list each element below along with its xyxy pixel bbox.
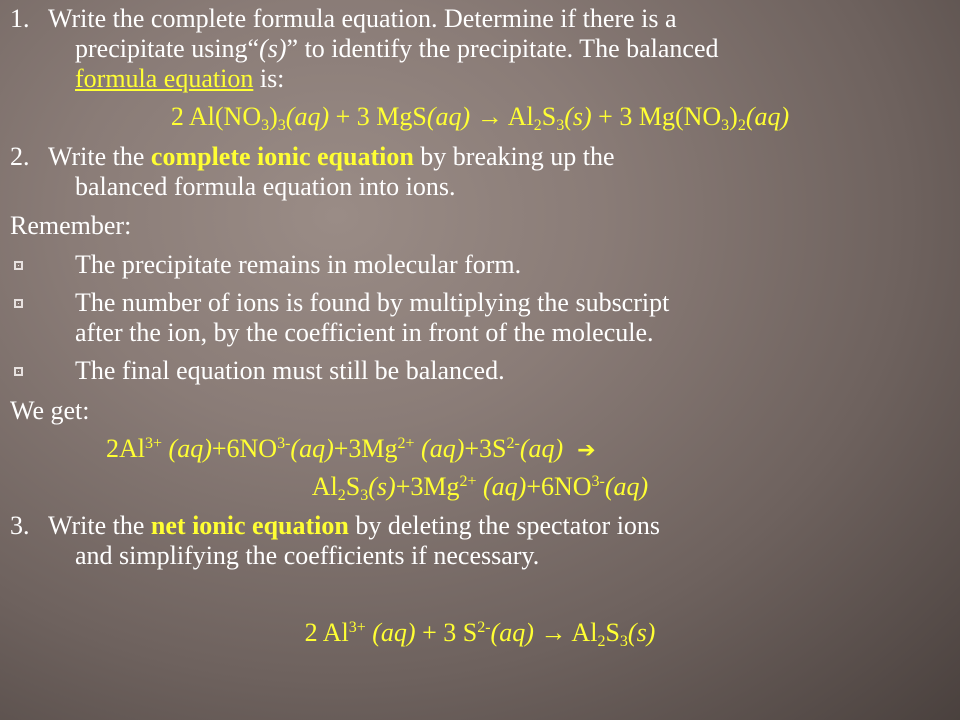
precipitate-symbol: (s) bbox=[259, 34, 287, 63]
arrow-icon: ➔ bbox=[577, 438, 596, 463]
step2-line2: balanced formula equation into ions. bbox=[75, 172, 456, 201]
balanced-formula-equation: 2 $Al(NO_3)_3(aq) + 3$ $MgS(aq) \to Al_2S_3(s) + 3$ $Mg(NO_3)_2(aq)$ bbox=[170, 102, 790, 134]
step1-text: Write the complete formula equation. Determine if there is a bbox=[48, 4, 677, 33]
we-get-label: We get: bbox=[10, 396, 90, 425]
step1-number: 1. bbox=[10, 4, 30, 33]
step1-text-2c: ” to identify the precipitate. The balanced bbox=[286, 34, 719, 63]
formula-equation-link[interactable]: formula equation bbox=[75, 64, 254, 93]
step3-text-1c: by deleting the spectator ions bbox=[348, 511, 661, 540]
bullet-2-line1: The number of ions is found by multiplying the subscript bbox=[75, 288, 670, 317]
step3-line1 bbox=[10, 511, 660, 541]
square-bullet-icon bbox=[14, 367, 23, 376]
step3-number: 3. bbox=[10, 511, 30, 540]
step1-line2 bbox=[75, 34, 719, 64]
bullet-3-text: The final equation must still be balanced. bbox=[75, 356, 505, 385]
step3-line2: and simplifying the coefficients if necessary. bbox=[75, 541, 540, 570]
complete-ionic-equation-line2: $Al_2S_3(s)+3Mg^{2+}$ $(aq)+6NO^{3-}(aq)$ bbox=[311, 472, 649, 504]
step2-number: 2. bbox=[10, 142, 30, 171]
net-ionic-equation-term: net ionic equation bbox=[150, 511, 349, 540]
square-bullet-icon bbox=[14, 299, 23, 308]
complete-ionic-equation-line1: $2Al^{3+}$ $(aq)+6NO^{3-}(aq)+3Mg^{2+}$ $(aq)+3S^{2-}(aq)$ ➔ bbox=[106, 434, 596, 463]
net-ionic-equation: 2 $Al^{3+}$ (aq) + 3 $S^{2-}(aq) \to Al_2S_3(s)$ bbox=[304, 618, 656, 650]
step1-line1 bbox=[10, 4, 676, 34]
step2-text-1c: by breaking up the bbox=[413, 142, 615, 171]
step1-line3 bbox=[75, 64, 284, 94]
bullet-1-text: The precipitate remains in molecular form. bbox=[75, 250, 522, 279]
step3-text-1a: Write the bbox=[48, 511, 151, 540]
remember-heading: Remember: bbox=[10, 211, 132, 240]
step2-text-1a: Write the bbox=[48, 142, 151, 171]
complete-ionic-equation-term: complete ionic equation bbox=[150, 142, 414, 171]
step1-text-3b: is: bbox=[253, 64, 285, 93]
step1-text-2a: precipitate using“ bbox=[75, 34, 260, 63]
step2-line1 bbox=[10, 142, 615, 172]
square-bullet-icon bbox=[14, 261, 23, 270]
bullet-2-line2: after the ion, by the coefficient in front of the molecule. bbox=[75, 318, 654, 347]
